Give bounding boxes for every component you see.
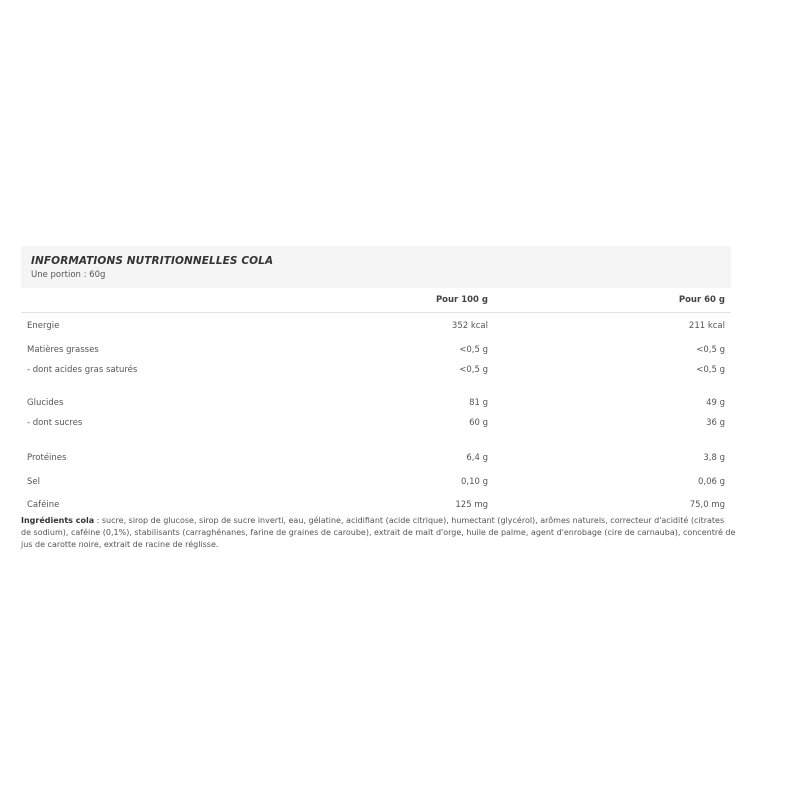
row-value-per100: 352 kcal xyxy=(451,321,488,331)
row-value-per60: 0,06 g xyxy=(697,477,725,487)
row-value-per60: 36 g xyxy=(706,418,725,428)
ingredients-label: Ingrédients cola xyxy=(21,516,95,525)
table-row xyxy=(21,453,731,465)
row-value-per100: 81 g xyxy=(469,398,488,408)
row-label: Matières grasses xyxy=(27,345,99,355)
row-value-per60: 3,8 g xyxy=(703,453,725,463)
column-header-per100: Pour 100 g xyxy=(435,295,488,305)
row-label: - dont acides gras saturés xyxy=(27,365,138,375)
row-label: Energie xyxy=(27,321,60,331)
table-title: INFORMATIONS NUTRITIONNELLES COLA xyxy=(31,255,274,267)
ingredients-list: : sucre, sirop de glucose, sirop de sucre inverti, eau, gélatine, acidifiant (acide citrique), humectant (glycérol), arômes naturels, correcteur d'acidité (citrates de sodium), caféine (0,1%), stabilisants (carraghénanes, farine de graines de caroube), extrait de malt d'orge, huile de palme, agent d'enrobage (cire de carnauba), concentré de jus de carotte noire, extrait de racine de réglisse. xyxy=(21,516,736,549)
row-value-per100: <0,5 g xyxy=(459,345,488,355)
table-row xyxy=(21,500,731,512)
table-row xyxy=(21,477,731,489)
table-header xyxy=(21,246,731,288)
row-label: Caféine xyxy=(27,500,60,510)
row-value-per60: 49 g xyxy=(706,398,725,408)
table-row xyxy=(21,418,731,430)
row-value-per100: 125 mg xyxy=(455,500,488,510)
ingredients-text xyxy=(21,515,736,551)
row-label: Protéines xyxy=(27,453,67,463)
row-value-per60: <0,5 g xyxy=(696,365,725,375)
column-header-per60: Pour 60 g xyxy=(678,295,725,305)
row-value-per60: 75,0 mg xyxy=(689,500,725,510)
row-label: - dont sucres xyxy=(27,418,83,428)
table-row xyxy=(21,365,731,377)
row-value-per100: 0,10 g xyxy=(460,477,488,487)
row-value-per100: 6,4 g xyxy=(466,453,488,463)
row-value-per100: <0,5 g xyxy=(459,365,488,375)
nutrition-table xyxy=(21,246,731,521)
row-label: Glucides xyxy=(27,398,64,408)
table-row xyxy=(21,398,731,410)
row-value-per60: <0,5 g xyxy=(696,345,725,355)
table-row xyxy=(21,345,731,357)
row-value-per100: 60 g xyxy=(469,418,488,428)
nutrition-rows xyxy=(21,313,731,521)
portion-size: Une portion : 60g xyxy=(31,270,106,280)
table-row xyxy=(21,321,731,333)
column-headers xyxy=(21,288,731,313)
row-label: Sel xyxy=(27,477,40,487)
row-value-per60: 211 kcal xyxy=(688,321,725,331)
